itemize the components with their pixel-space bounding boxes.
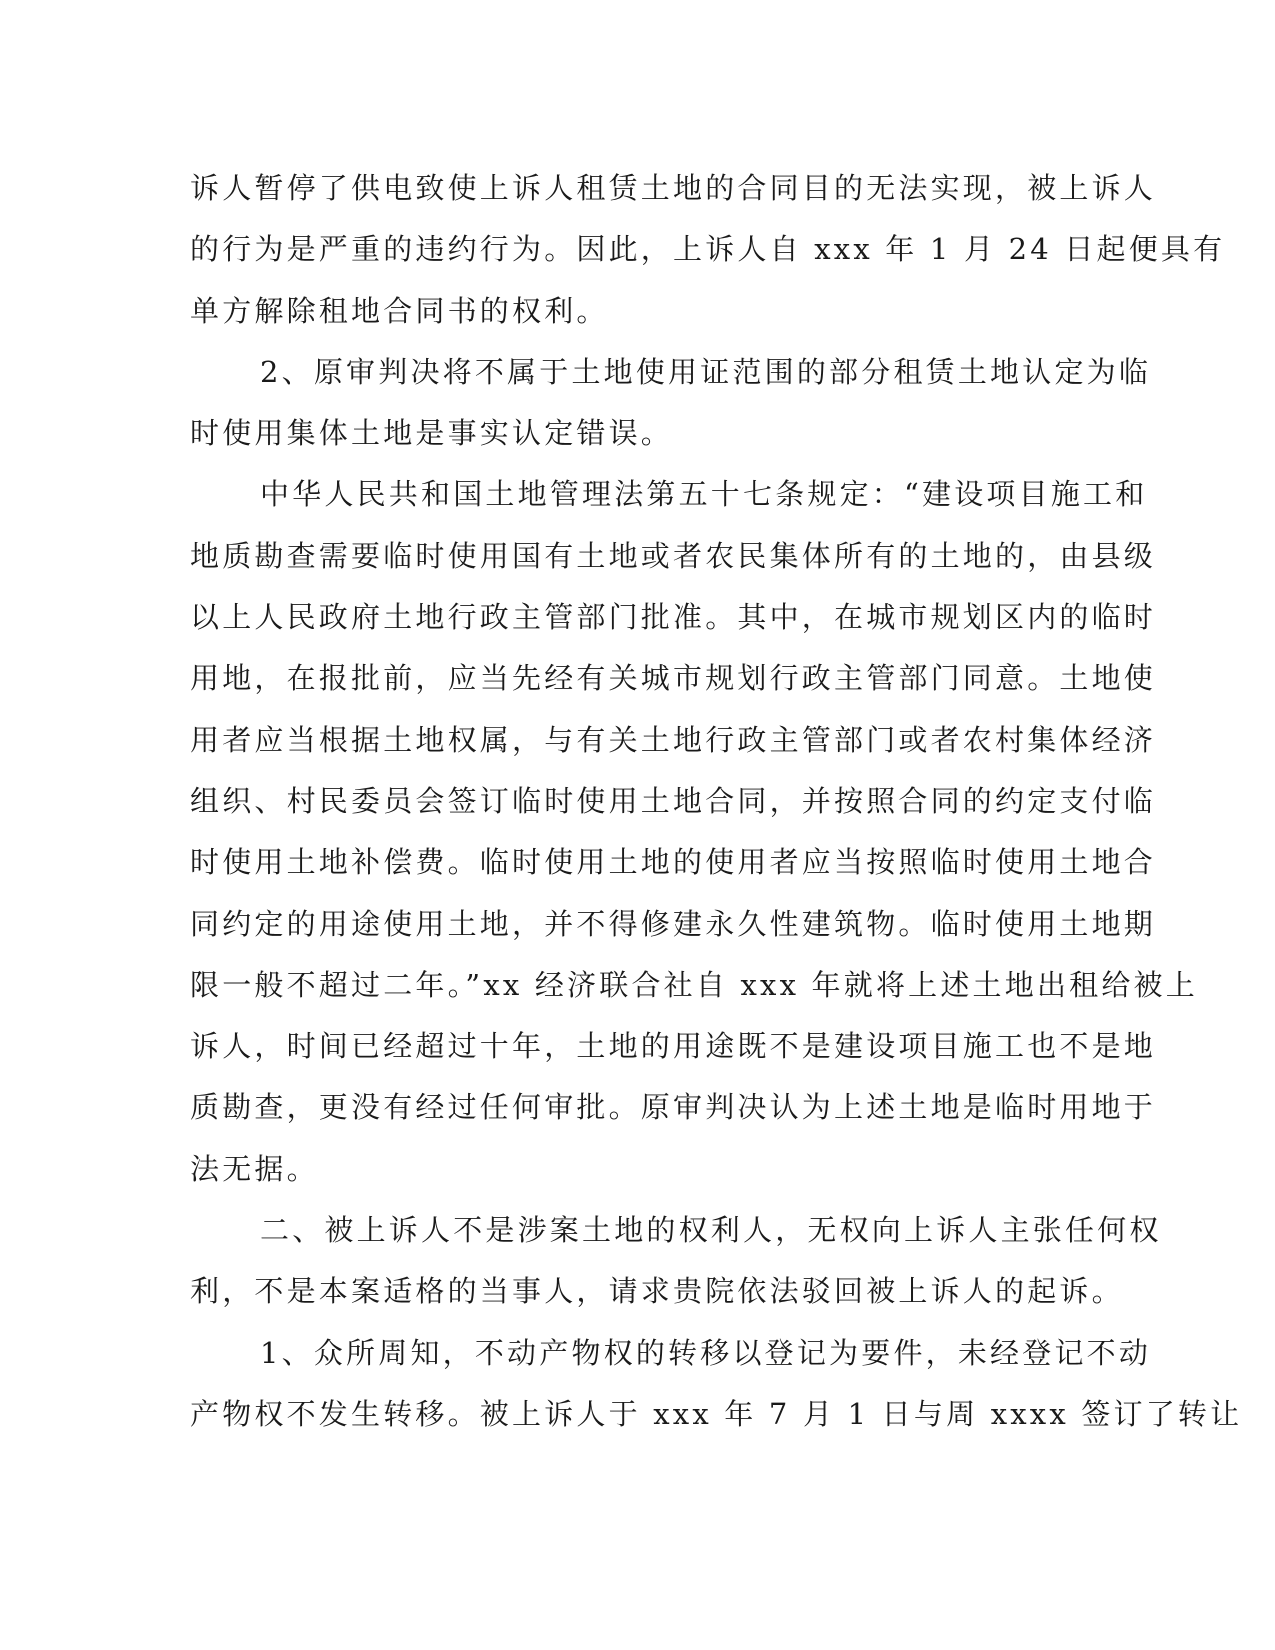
text-line-19: 利，不是本案适格的当事人，请求贵院依法驳回被上诉人的起诉。 xyxy=(190,1274,1124,1309)
text-line-5: 时使用集体土地是事实认定错误。 xyxy=(190,416,674,451)
text-line-14: 限一般不超过二年。”xx 经济联合社自 xxx 年就将上述土地出租给被上 xyxy=(190,967,1198,1002)
text-line-6: 中华人民共和国土地管理法第五十七条规定：“建设项目施工和 xyxy=(260,477,1148,512)
text-line-3: 单方解除租地合同书的权利。 xyxy=(190,293,609,328)
text-line-18: 二、被上诉人不是涉案土地的权利人，无权向上诉人主张任何权 xyxy=(260,1213,1162,1248)
text-line-21: 产物权不发生转移。被上诉人于 xxx 年 7 月 1 日与周 xxxx 签订了转让 xyxy=(190,1396,1243,1431)
text-line-13: 同约定的用途使用土地，并不得修建永久性建筑物。临时使用土地期 xyxy=(190,906,1157,941)
text-line-17: 法无据。 xyxy=(190,1151,319,1186)
text-line-10: 用者应当根据土地权属，与有关土地行政主管部门或者农村集体经济 xyxy=(190,722,1157,757)
text-line-8: 以上人民政府土地行政主管部门批准。其中，在城市规划区内的临时 xyxy=(190,600,1157,635)
text-line-7: 地质勘查需要临时使用国有土地或者农民集体所有的土地的，由县级 xyxy=(190,538,1157,573)
document-body xyxy=(190,158,1243,1445)
text-line-11: 组织、村民委员会签订临时使用土地合同，并按照合同的约定支付临 xyxy=(190,783,1157,818)
text-line-1: 诉人暂停了供电致使上诉人租赁土地的合同目的无法实现，被上诉人 xyxy=(190,171,1157,205)
text-line-20: 1、众所周知，不动产物权的转移以登记为要件，未经登记不动 xyxy=(260,1335,1152,1370)
text-line-15: 诉人，时间已经超过十年，土地的用途既不是建设项目施工也不是地 xyxy=(190,1029,1157,1064)
text-line-2: 的行为是严重的违约行为。因此，上诉人自 xxx 年 1 月 24 日起便具有 xyxy=(190,232,1226,267)
text-line-9: 用地，在报批前，应当先经有关城市规划行政主管部门同意。土地使 xyxy=(190,661,1157,696)
text-line-4: 2、原审判决将不属于土地使用证范围的部分租赁土地认定为临 xyxy=(260,354,1152,389)
text-line-16: 质勘查，更没有经过任何审批。原审判决认为上述土地是临时用地于 xyxy=(190,1090,1157,1125)
text-line-12: 时使用土地补偿费。临时使用土地的使用者应当按照临时使用土地合 xyxy=(190,845,1157,880)
